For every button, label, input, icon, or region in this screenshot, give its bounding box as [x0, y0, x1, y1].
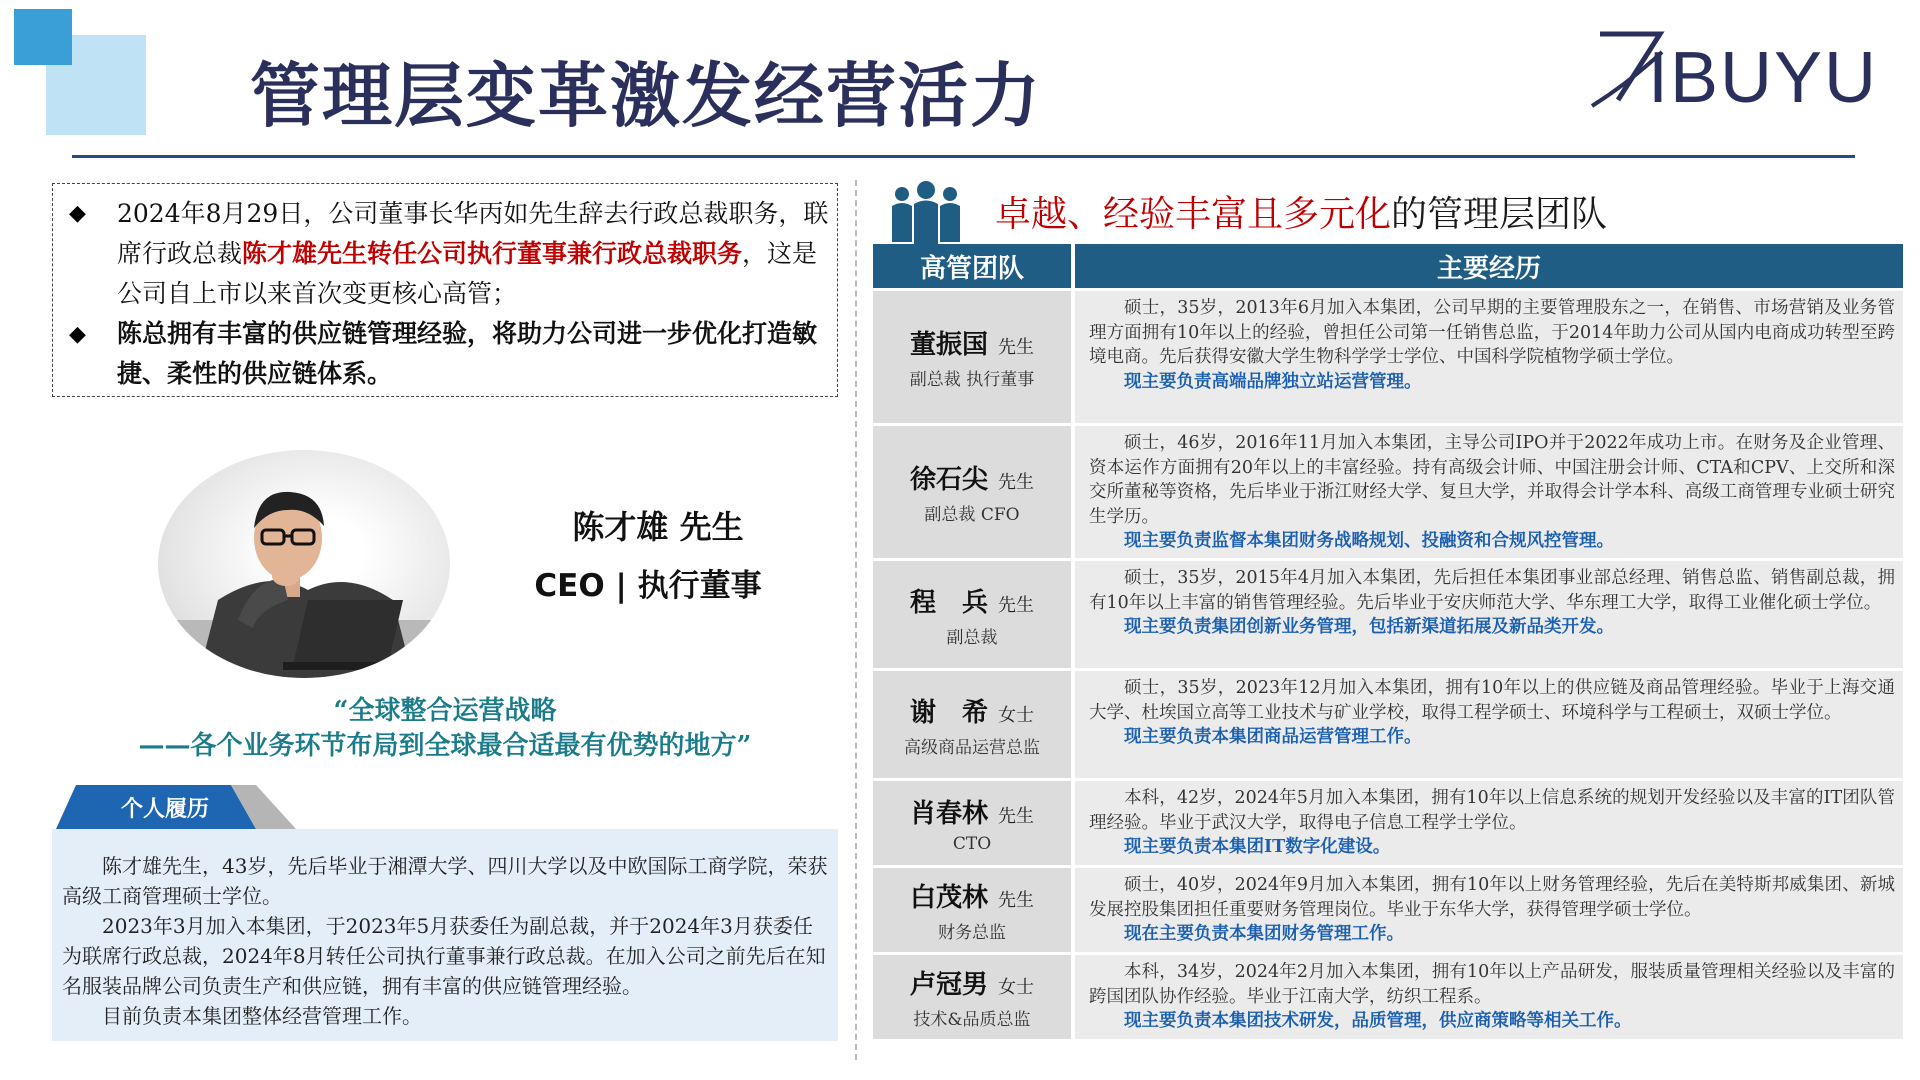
table-row: [873, 291, 1903, 423]
member-cell: [873, 426, 1071, 558]
member-responsibility: 现在主要负责本集团财务管理工作。: [1124, 924, 1404, 944]
resume-paragraph-3: 目前负责本集团整体经营管理工作。: [102, 1004, 422, 1028]
table-row: [873, 426, 1903, 558]
member-name: 卢冠男: [909, 970, 988, 1000]
member-description: 本科，42岁，2024年5月加入本集团，拥有10年以上信息系统的规划开发经验以及丰富的IT团队管理经验。毕业于武汉大学，取得电子信息工程学士学位。: [1089, 788, 1895, 833]
member-position: 副总裁 CFO: [924, 505, 1020, 525]
experience-cell: [1075, 291, 1903, 423]
announcement-box: [52, 183, 838, 397]
team-group-icon: [888, 180, 964, 244]
member-cell: [873, 291, 1071, 423]
table-row: [873, 868, 1903, 952]
member-cell: [873, 781, 1071, 865]
member-position: CTO: [952, 833, 992, 854]
member-title: 女士: [998, 977, 1034, 998]
member-position: 高级商品运营总监: [904, 737, 1040, 758]
table-row: [873, 671, 1903, 778]
ceo-name: 陈才雄 先生: [572, 508, 744, 546]
zibuyu-logo: [1590, 22, 1910, 112]
member-responsibility: 现主要负责集团创新业务管理，包括新渠道拓展及新品类开发。: [1124, 617, 1614, 637]
table-row: [873, 781, 1903, 865]
member-name: 肖春林: [909, 798, 988, 829]
member-cell: [873, 955, 1071, 1039]
table-row: [873, 561, 1903, 668]
ceo-quote-line-2: ——各个业务环节布局到全球最合适最有优势的地方”: [138, 731, 752, 761]
member-position: 副总裁 执行董事: [909, 370, 1035, 390]
col-header-team: 高管团队: [873, 244, 1071, 288]
member-responsibility: 现主要负责高端品牌独立站运营管理。: [1124, 371, 1422, 392]
announcement-bullet-1: ◆ 2024年8月29日，公司董事长华丙如先生辞去行政总裁职务，联席行政总裁陈才雄先生转任公司执行董事兼行政总裁职务，这是公司自上市以来首次变更核心高管；: [69, 194, 829, 314]
table-row: [873, 955, 1903, 1039]
member-title: 女士: [998, 704, 1034, 726]
member-title: 先生: [998, 805, 1034, 827]
member-position: 技术&品质总监: [913, 1010, 1031, 1030]
resume-paragraph-1: 陈才雄先生，43岁，先后毕业于湘潭大学、四川大学以及中欧国际工商学院，荣获高级工商管理硕士学位。: [62, 854, 828, 908]
ceo-portrait-illustration: [158, 450, 450, 678]
member-name: 徐石尖: [909, 465, 988, 495]
diamond-bullet-icon: ◆: [69, 321, 86, 347]
header-divider: [72, 155, 1855, 158]
member-description: 硕士，35岁，2013年6月加入本集团，公司早期的主要管理股东之一，在销售、市场营销及业务管理方面拥有10年以上的经验，曾担任公司第一任销售总监，于2014年助力公司从国内电商成功转型至跨境电商。先后获得安徽大学生物科学学士学位、中国科学院植物学硕士学位。: [1089, 298, 1895, 367]
member-responsibility: 现主要负责本集团技术研发，品质管理，供应商策略等相关工作。: [1124, 1011, 1632, 1031]
member-title: 先生: [998, 594, 1034, 616]
experience-cell: [1075, 561, 1903, 668]
table-header: [873, 244, 1903, 288]
column-divider: [855, 180, 857, 1060]
experience-cell: [1075, 955, 1903, 1039]
resume-box: [52, 829, 838, 1041]
member-name: 董振国: [909, 330, 988, 360]
member-title: 先生: [998, 890, 1034, 911]
col-header-experience: 主要经历: [1075, 244, 1903, 288]
member-position: 副总裁: [946, 627, 998, 648]
member-description: 硕士，35岁，2023年12月加入本集团，拥有10年以上的供应链及商品管理经验。毕业于上海交通大学、杜埃国立高等工业技术与矿业学校，取得工程学硕士、环境科学与工程硕士，双硕士学位。: [1089, 678, 1895, 723]
experience-cell: [1075, 868, 1903, 952]
ceo-quote-line-1: “全球整合运营战略: [333, 696, 557, 726]
member-responsibility: 现主要负责本集团IT数字化建设。: [1124, 837, 1391, 857]
member-description: 本科，34岁，2024年2月加入本集团，拥有10年以上产品研发，服装质量管理相关经验以及丰富的跨国团队协作经验。毕业于江南大学，纺织工程系。: [1089, 962, 1895, 1007]
logo-text: IBUYU: [1648, 38, 1879, 112]
member-cell: [873, 671, 1071, 778]
member-description: 硕士，35岁，2015年4月加入本集团，先后担任本集团事业部总经理、销售总监、销售副总裁，拥有10年以上丰富的销售管理经验。先后毕业于安庆师范大学、华东理工大学，取得工业催化硕士学位。: [1089, 568, 1895, 613]
member-name: 谢 希: [909, 697, 988, 728]
member-cell: [873, 561, 1071, 668]
diamond-bullet-icon: ◆: [69, 201, 86, 226]
experience-cell: [1075, 781, 1903, 865]
member-title: 先生: [998, 337, 1034, 358]
resume-tab-label: 个人履历: [120, 797, 209, 822]
experience-cell: [1075, 426, 1903, 558]
member-title: 先生: [998, 472, 1034, 493]
member-cell: [873, 868, 1071, 952]
member-responsibility: 现主要负责监督本集团财务战略规划、投融资和合规风控管理。: [1124, 531, 1614, 551]
ceo-photo: [158, 450, 450, 678]
member-description: 硕士，40岁，2024年9月加入本集团，拥有10年以上财务管理经验，先后在美特斯邦威集团、新城发展控股集团担任重要财务管理岗位。毕业于东华大学，获得管理学硕士学位。: [1089, 875, 1895, 920]
ceo-role: CEO | 执行董事: [534, 568, 762, 604]
experience-cell: [1075, 671, 1903, 778]
decor-square-dark: [14, 9, 72, 65]
resume-paragraph-2: 2023年3月加入本集团，于2023年5月获委任为副总裁，并于2024年3月获委任为联席行政总裁，2024年8月转任公司执行董事兼行政总裁。在加入公司之前先后在知名服装品牌公司负责生产和供应链，拥有丰富的供应链管理经验。: [62, 914, 826, 998]
management-table: [873, 244, 1903, 1039]
member-name: 程 兵: [909, 587, 988, 618]
page-title: 管理层变革激发经营活力: [250, 55, 1042, 137]
team-title: 卓越、经验丰富且多元化的管理层团队: [995, 194, 1608, 235]
announcement-bullet-2: ◆ 陈总拥有丰富的供应链管理经验，将助力公司进一步优化打造敏捷、柔性的供应链体系。: [69, 314, 829, 394]
member-description: 硕士，46岁，2016年11月加入本集团，主导公司IPO并于2022年成功上市。在财务及企业管理、资本运作方面拥有20年以上的丰富经验。持有高级会计师、中国注册会计师、CTA和CPV、上交所和深交所董秘等资格，先后毕业于浙江财经大学、复旦大学，并取得会计学本科、高级工商管理专业硕士研究生学历。: [1089, 433, 1895, 527]
member-name: 白茂林: [909, 883, 988, 913]
member-responsibility: 现主要负责本集团商品运营管理工作。: [1124, 727, 1422, 747]
member-position: 财务总监: [938, 923, 1006, 943]
